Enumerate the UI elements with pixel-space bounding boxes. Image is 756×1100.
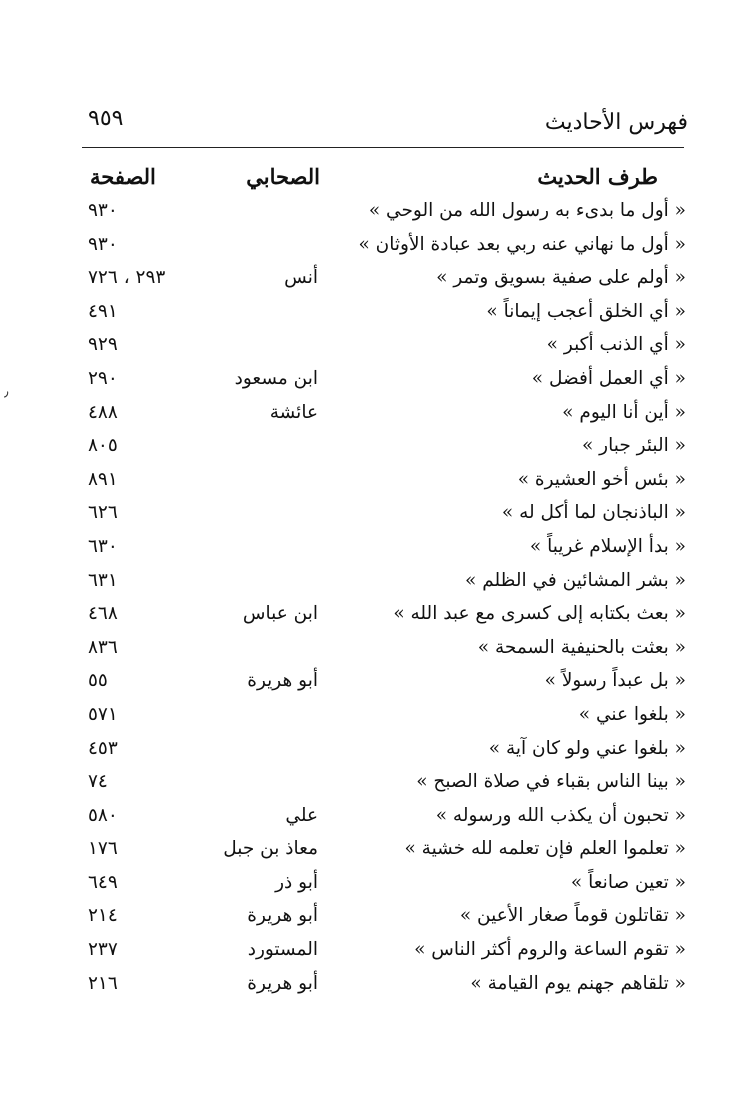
hadith-text: « بل عبداً رسولاً » [544, 670, 686, 692]
sahabi-name: أبو ذر [275, 871, 318, 893]
page-reference: ٥٧١ [88, 703, 118, 725]
column-header-hadith: طرف الحديث [537, 164, 658, 189]
page-reference: ٩٣٠ [88, 200, 118, 221]
table-row [0, 599, 756, 633]
page-reference: ٥٨٠ [88, 804, 118, 826]
hadith-text: « بشر المشائين في الظلم » [465, 569, 686, 591]
sahabi-name: معاذ بن جبل [223, 838, 318, 860]
sahabi-name: أبو هريرة [247, 670, 318, 692]
page-reference: ٤٦٨ [88, 603, 118, 625]
hadith-text: « أول ما بدىء به رسول الله من الوحي » [368, 200, 686, 221]
table-row [0, 633, 756, 667]
hadith-text: « البئر جبار » [581, 435, 686, 457]
table-row [0, 297, 756, 331]
hadith-text: « بئس أخو العشيرة » [517, 468, 686, 490]
table-row [0, 734, 756, 768]
hadith-text: « الباذنجان لما أكل له » [501, 502, 686, 524]
table-row [0, 431, 756, 465]
table-row [0, 398, 756, 432]
page-reference: ٢٩٠ [88, 367, 118, 389]
hadith-index-table [0, 196, 756, 1002]
table-row [0, 700, 756, 734]
hadith-text: « تقوم الساعة والروم أكثر الناس » [414, 939, 686, 961]
page-reference: ٩٢٩ [88, 334, 118, 356]
page-reference: ٢٣٧ [88, 939, 118, 961]
table-row [0, 868, 756, 902]
hadith-text: « تقاتلون قوماً صغار الأعين » [459, 905, 686, 927]
page-number: ٩٥٩ [88, 106, 124, 131]
sahabi-name: عائشة [269, 401, 318, 423]
table-row [0, 498, 756, 532]
page-reference: ٦٣٠ [88, 535, 118, 557]
page-reference: ٤٨٨ [88, 401, 118, 423]
page-reference: ٩٣٠ [88, 233, 118, 255]
table-row [0, 330, 756, 364]
table-row [0, 767, 756, 801]
sahabi-name: أبو هريرة [247, 972, 318, 994]
table-row [0, 465, 756, 499]
page-reference: ٨٣٦ [88, 636, 118, 658]
table-row [0, 263, 756, 297]
hadith-text: « بينا الناس بقباء في صلاة الصبح » [416, 771, 686, 793]
hadith-text: « بعثت بالحنيفية السمحة » [477, 636, 686, 658]
margin-mark: ٫ [4, 384, 9, 400]
column-header-sahabi: الصحابي [246, 164, 320, 189]
page-reference: ٢١٦ [88, 972, 118, 994]
hadith-text: « أي الذنب أكبر » [546, 334, 686, 356]
sahabi-name: المستورد [247, 939, 318, 961]
page-reference: ٤٩١ [88, 300, 118, 322]
table-row [0, 969, 756, 1003]
table-row [0, 666, 756, 700]
running-title: فهرس الأحاديث [544, 110, 688, 135]
page-reference: ٦٤٩ [88, 871, 118, 893]
hadith-text: « أي الخلق أعجب إيماناً » [486, 300, 686, 322]
table-row [0, 566, 756, 600]
header-rule [82, 147, 684, 148]
table-row [0, 364, 756, 398]
table-row [0, 935, 756, 969]
hadith-text: « بعث بكتابه إلى كسرى مع عبد الله » [393, 603, 686, 625]
page-reference: ٦٢٦ [88, 502, 118, 524]
hadith-text: « بدأ الإسلام غريباً » [529, 535, 686, 557]
hadith-text: « تلقاهم جهنم يوم القيامة » [470, 972, 686, 994]
column-header-page: الصفحة [90, 164, 156, 189]
page-reference: ٤٥٣ [88, 737, 118, 759]
table-row [0, 532, 756, 566]
hadith-text: « بلغوا عني » [578, 703, 686, 725]
sahabi-name: أبو هريرة [247, 905, 318, 927]
hadith-text: « أولم على صفية بسويق وتمر » [436, 267, 686, 289]
page-reference: ٧٤ [88, 771, 108, 793]
table-row [0, 901, 756, 935]
table-row [0, 230, 756, 264]
sahabi-name: ابن مسعود [234, 367, 318, 389]
page-reference: ٢١٤ [88, 905, 118, 927]
table-row [0, 801, 756, 835]
page-reference: ٢٩٣ ، ٧٢٦ [88, 267, 166, 289]
table-row [0, 834, 756, 868]
hadith-text: « تعلموا العلم فإن تعلمه لله خشية » [404, 838, 686, 860]
page-reference: ٦٣١ [88, 569, 118, 591]
hadith-text: « أين أنا اليوم » [562, 401, 686, 423]
page-reference: ٨٩١ [88, 468, 118, 490]
sahabi-name: ابن عباس [242, 603, 318, 625]
hadith-text: « تحبون أن يكذب الله ورسوله » [435, 804, 686, 826]
hadith-text: « أول ما نهاني عنه ربي بعد عبادة الأوثان » [358, 233, 686, 255]
sahabi-name: أنس [284, 267, 318, 289]
table-row [0, 196, 756, 230]
page-reference: ١٧٦ [88, 838, 118, 860]
hadith-text: « أي العمل أفضل » [531, 367, 686, 389]
sahabi-name: علي [285, 804, 318, 826]
hadith-text: « تعين صانعاً » [570, 871, 686, 893]
hadith-text: « بلغوا عني ولو كان آية » [488, 737, 686, 759]
page-reference: ٨٠٥ [88, 435, 118, 457]
page-reference: ٥٥ [88, 670, 108, 692]
